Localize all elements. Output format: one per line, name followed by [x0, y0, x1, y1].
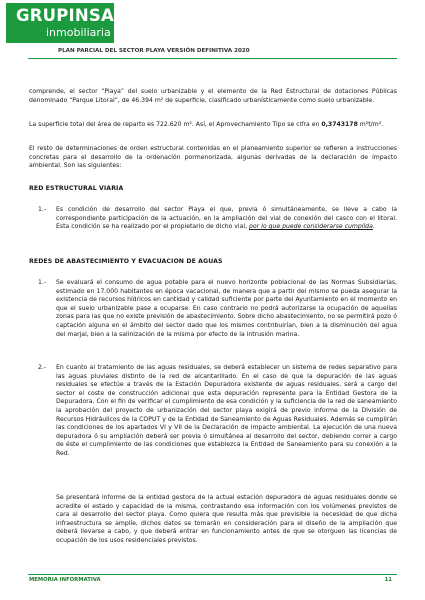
- emphasis-text: por lo que puede considerarse cumplida: [249, 223, 373, 231]
- paragraph-area-description: [29, 88, 397, 105]
- text-span: La superficie total del área de reparto es 722.620 m². Así, el Aprovechamiento Tipo se cifra en: [29, 121, 322, 128]
- paragraph-text: comprende, el sector “Playa” del suelo urbanizable y el elemento de la Red Estructural de dotaciones Públicas denominado “Parque Litoral”, de 46.394 m² de superficie, clasificado urbanísticamente como suelo urbanizable.: [29, 88, 397, 104]
- page-number: 11: [384, 577, 392, 583]
- paragraph-determinaciones: [29, 145, 397, 171]
- paragraph-text: [29, 121, 397, 130]
- header-divider: [28, 58, 397, 59]
- text-span: m²t/m².: [357, 121, 384, 128]
- section-heading-red-viaria: RED ESTRUCTURAL VIARIA: [29, 185, 124, 192]
- item-agua-potable: Se evaluará el consumo de agua potable para el nuevo horizonte poblacional de las Normas Subsidiarias, estimado en 17.000 habitantes en época vacacional, de manera que a partir del mismo se pueda asegurar la existencia de recursos hídricos en cantidad y calidad suficiente por parte del Ayuntamiento en el momento en que el suelo urbanizable pase a ocuparse. En caso contrario no podrá autorizarse la ocupación de aquellas zonas para las que no existe previsión de abastecimiento. Sobre dicho abastecimiento, no se permitirá pozo ó captación alguna en el ámbito del sector dado que los mismos contribuirían, bien a la disminución del agua del marjal, bien a la salinización de la misma por efecto de la intrusión marina.: [56, 279, 397, 338]
- footer-divider: [28, 574, 397, 575]
- item-aguas-residuales: En cuanto al tratamiento de las aguas residuales, se deberá establecer un sistema de redes separativo para las aguas pluviales distinto de la red de alcantarillado. En el caso de que la depuración de las aguas residuales se efectúe a través de la Estación Depuradora existente de aguas residuales, será a cargo del sector el coste de construcción adicional que esta depuración represente para la Entidad Gestora de la Depuradora. Con el fin de verificar el cumplimiento de esa condición y la suficiencia de la red de saneamiento la aprobación del proyecto de urbanización del sector playa exigirá de previo informe de la División de Recursos Hidráulicos de la COPUT y de la Entidad de Saneamiento de Aguas Residuales. Además se cumplirán las condiciones de los apartados VI y VII de la Declaración de impacto ambiental. La ejecución de una nueva depuradora ó su ampliación deberá ser previa ó simultánea al desarrollo del sector, debiendo correr a cargo de éste el cumplimiento de las condiciones que establezca la Entidad de Saneamiento para su conexión a la Red.: [56, 364, 397, 457]
- item-number: 1.-: [38, 206, 47, 213]
- paragraph-aprovechamiento: [29, 121, 397, 130]
- aprovechamiento-value: 0,3743178: [321, 121, 358, 128]
- paragraph-text: El resto de determinaciones de orden estructural contenidas en el planeamiento superior se refieren a instrucciones concretas para el desarrollo de la ordenación pormenorizada, algunas derivadas de la declaración de impacto ambiental. Son las siguientes:: [29, 145, 397, 170]
- logo-main-text: GRUPINSA: [16, 6, 114, 25]
- item-number: 1.-: [38, 279, 47, 286]
- document-title: PLAN PARCIAL DEL SECTOR PLAYA VERSIÓN DEFINITIVA 2020: [58, 48, 250, 54]
- section-heading-redes-aguas: REDES DE ABASTECIMIENTO Y EVACUACION DE AGUAS: [29, 258, 223, 265]
- item-number: 2.-: [38, 364, 47, 371]
- logo-sub-text: inmobiliaria: [46, 26, 111, 39]
- paragraph-text: Se presentará informe de la entidad gestora de la actual estación depuradora de aguas residuales donde se acredite el estado y capacidad de la misma, contrastando esa información con los volúmenes previstos de cara al desarrollo del sector playa. Como quiera que resulta más que previsible la necesidad de que dicha infraestructura se amplíe, dichos datos se tomarán en consideración para el diseño de la ampliación que deberá llevarse a cabo, y que deberá entrar en funcionamiento antes de que se otorguen las licencias de ocupación de los usos residenciales previstos.: [56, 494, 397, 544]
- paragraph-informe-depuradora: [56, 494, 397, 546]
- text-span: Es condición de desarrollo del sector Playa el que, previa ó simultáneamente, se lleve a cabo la correspondiente participación de la actuación, en la ampliación del vial de conexión del casco con el litoral. Esta condición se ha realizado por el propietario de dicho vial,: [56, 206, 397, 231]
- company-logo: [6, 3, 114, 43]
- text-span: .: [372, 223, 375, 231]
- item-vial-conexion: [56, 206, 397, 232]
- footer-section-label: MEMORIA INFORMATIVA: [29, 577, 101, 583]
